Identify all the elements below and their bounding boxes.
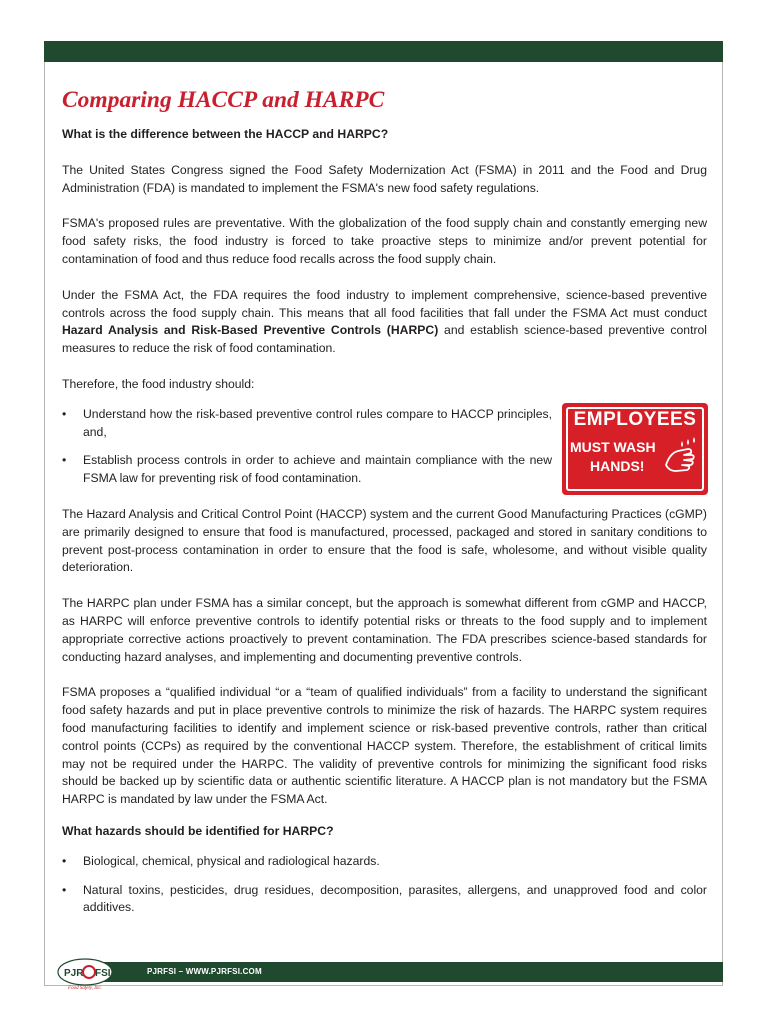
- question-2: What hazards should be identified for HARPC?: [62, 823, 334, 838]
- logo-pjr-text: PJR: [64, 968, 84, 979]
- sign-line-1: EMPLOYEES: [573, 409, 697, 430]
- bullet-icon: •: [62, 406, 67, 421]
- logo-fsi-text: FSI: [95, 968, 111, 979]
- paragraph-5: The Hazard Analysis and Critical Control Point (HACCP) system and the current Good Manufacturing Practices (cGMP) are primarily designed to ensure that food is manufactured, processed, packaged and stored in sanitary conditions to prevent post-process contamination in order to ensure that the food is safe, wholesome, and without visible quality deterioration.: [62, 506, 707, 575]
- list-item: • Establish process controls in order to achieve and maintain compliance with the new FSMA law for preventing risk of food contamination.: [62, 453, 552, 486]
- list-item: • Understand how the risk-based preventive control rules compare to HACCP principles, and,: [62, 406, 552, 439]
- list-item: • Natural toxins, pesticides, drug residues, decomposition, parasites, allergens, and unapproved food and color additives.: [62, 882, 707, 915]
- bullet-icon: •: [62, 453, 67, 468]
- paragraph-3: [62, 287, 707, 358]
- harpc-bold-term: Hazard Analysis and Risk-Based Preventive Controls (HARPC): [62, 323, 439, 338]
- question-1: What is the difference between the HACCP and HARPC?: [62, 127, 389, 141]
- bullet-list-1: [62, 406, 552, 488]
- paragraph-4: Therefore, the food industry should:: [62, 376, 255, 391]
- list-item: • Biological, chemical, physical and radiological hazards.: [62, 853, 707, 871]
- bullet-icon: •: [62, 882, 67, 897]
- sign-line-2: MUST WASH: [570, 439, 656, 455]
- employees-wash-hands-sign: [562, 403, 708, 495]
- logo-tagline: Food Safety, Inc.: [68, 986, 102, 991]
- footer-website: PJRFSI – WWW.PJRFSI.COM: [147, 967, 262, 976]
- bullet-icon: •: [62, 853, 67, 868]
- paragraph-1: The United States Congress signed the Food Safety Modernization Act (FSMA) in 2011 and the Food and Drug Administration (FDA) is mandated to implement the FSMA's new food safety regulations.: [62, 162, 707, 195]
- document-title: Comparing HACCP and HARPC: [62, 87, 385, 113]
- paragraph-3-start: Under the FSMA Act, the FDA requires the food industry to implement comprehensive, science-based preventive controls across the food supply chain. This means that all food facilities that fall under the FSMA Act must conduct: [62, 287, 707, 320]
- header-bar: [44, 41, 723, 62]
- pjrfsi-logo: [56, 957, 114, 991]
- paragraph-3-end: and establish science-based preventive control measures to reduce the risk of food contamination.: [62, 323, 708, 356]
- document-body: [62, 86, 707, 917]
- paragraph-6: The HARPC plan under FSMA has a similar concept, but the approach is somewhat different from cGMP and HACCP, as HARPC will enforce preventive controls to identify potential risks or threats to the food supply and to implement appropriate corrective actions proactively to prevent contamination. The FDA prescribes science-based standards for conducting hazard analyses, and implementing and documenting preventive controls.: [62, 596, 707, 664]
- sign-line-3: HANDS!: [590, 458, 645, 474]
- bullet-list-2: [62, 853, 707, 917]
- paragraph-2: FSMA's proposed rules are preventative. With the globalization of the food supply chain and constantly emerging new food safety risks, the food industry is forced to take proactive steps to minimize and/or prevent potential for contamination of food and thus reduce food recalls across the food supply chain.: [62, 216, 707, 266]
- hand-washing-icon: [662, 435, 698, 475]
- paragraph-7: FSMA proposes a “qualified individual “or a “team of qualified individuals” from a facility to understand the significant food safety hazards and put in place preventive controls to minimize the risk of hazards. The HARPC system requires food manufacturing facilities to identify and implement science or risk-based preventive controls, rather than critical control points (CCPs) as required by the conventional HACCP system. Therefore, the establishment of critical limits may not be required under the HARPC. The validity of preventive controls for minimizing the significant food risks should be backed up by scientific data or authentic scientific literature. A HACCP plan is not mandatory but the FSMA HARPC is mandated by law under the FSMA Act.: [62, 685, 707, 807]
